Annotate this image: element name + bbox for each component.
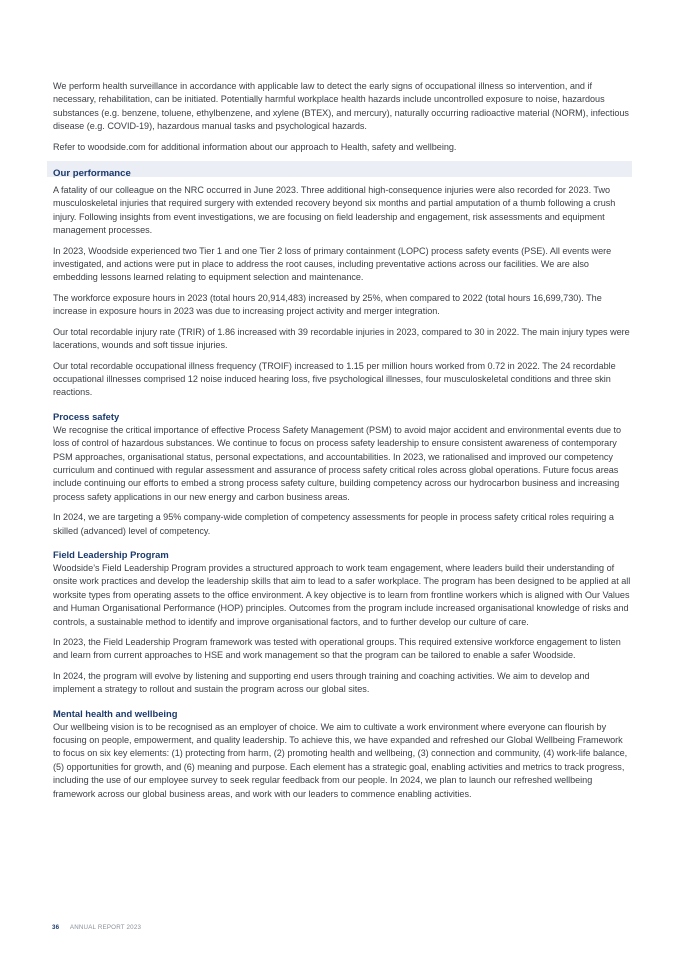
- process-safety-paragraph: We recognise the critical importance of effective Process Safety Management (PSM) to avoid major accident and environmental events due to loss of control of hazardous substances. We continue to focus on process safety leadership to ensure consistent awareness of contemporary PSM approaches, organisational status, personal expectations, and accountabilities. In 2023, we rationalised and improved our competency curriculum and continued with regular assessment and assurance of process safety critical roles across global operations. Future focus areas include continuing our efforts to embed a strong process safety culture, building competency across our hydrocarbon business and increasing process safety applications in our new energy and carbon business areas.: [53, 424, 622, 502]
- intro-refer-paragraph: Refer to woodside.com for additional information about our approach to Health, safety and wellbeing.: [53, 141, 457, 152]
- performance-troif-paragraph: Our total recordable occupational illness frequency (TROIF) increased to 1.15 per million hours worked from 0.72 in 2022. The 24 recordable occupational illnesses comprised 12 noise induced hearing loss, five psychological illnesses, four musculoskeletal conditions and three skin reactions.: [53, 360, 616, 398]
- mental-health-paragraph: Our wellbeing vision is to be recognised as an employer of choice. We aim to cultivate a work environment where everyone can flourish by focusing on people, empowerment, and quality leadership. To achieve this, we have expanded and refreshed our Global Wellbeing Framework to focus on six key elements: (1) protecting from harm, (2) promoting health and wellbeing, (3) connection and community, (4) work-life balance, (5) opportunities for growth, and (6) meaning and purpose. Each element has a strategic goal, enabling activities and metrics to track progress, including the use of our employee survey to seek regular feedback from our people. In 2024, we plan to launch our refreshed wellbeing framework across our global business areas, and work with our leaders to commence enabling activities.: [53, 721, 628, 799]
- mental-health-heading: Mental health and wellbeing: [53, 707, 178, 719]
- field-leadership-heading: Field Leadership Program: [53, 548, 169, 560]
- field-leadership-paragraph: Woodside’s Field Leadership Program provides a structured approach to work team engagement, where leaders build their understanding of onsite work practices and develop the leadership skills that aim to lead to a safer workplace. The program has been designed to be applied at all worksite types from operating assets to the office environment. A key objective is to learn from frontline workers which is aligned with Our Values and Human Organisational Performance (HOP) principles. Outcomes from the program include increased organisational knowledge of risks and controls, a sustainable method to identify and improve organisational factors, and to further develop our culture of care.: [53, 562, 631, 627]
- page-body: [47, 80, 632, 808]
- report-label: ANNUAL REPORT 2023: [69, 924, 142, 931]
- process-safety-target-paragraph: In 2024, we are targeting a 95% company-wide completion of competency assessments for people in process safety critical roles requiring a skilled (advanced) level of competency.: [53, 512, 614, 536]
- performance-exposure-hours-paragraph: The workforce exposure hours in 2023 (total hours 20,914,483) increased by 25%, when compared to 2022 (total hours 16,699,730). The increase in exposure hours in 2023 was due to increasing project activity and merger integration.: [53, 292, 602, 317]
- performance-fatality-paragraph: A fatality of our colleague on the NRC occurred in June 2023. Three additional high-consequence injuries were also recorded for 2023. Two musculoskeletal injuries that required surgery with extended recovery beyond six months and partial amputation of a thumb following a crush injury. Following insights from event investigations, we are focusing on field leadership and engagement, risk assessments and equipment management processes.: [53, 185, 616, 236]
- intro-health-surveillance-paragraph: We perform health surveillance in accordance with applicable law to detect the early signs of occupational illness so intervention, and if necessary, rehabilitation, can be initiated. Potentially harmful workplace health hazards include uncontrolled exposure to noise, hazardous substances (e.g. benzene, toluene, ethylbenzene, and xylene (BTEX), and mercury), naturally occurring radioactive material (NORM), infectious disease (e.g. COVID-19), hazardous manual tasks and psychological hazards.: [53, 81, 629, 132]
- section-header-our-performance: [47, 161, 632, 180]
- performance-lopc-paragraph: In 2023, Woodside experienced two Tier 1 and one Tier 2 loss of primary containment (LOPC) process safety events (PSE). All events were investigated, and actions were put in place to address the root causes, including preventative actions across our facilities. We are also embedding lessons learned relating to equipment selection and maintenance.: [53, 245, 612, 283]
- section-title: Our performance: [53, 168, 131, 180]
- field-leadership-2024-paragraph: In 2024, the program will evolve by listening and supporting end users through training and coaching activities. We aim to develop and implement a strategy to rollout and sustain the program across our global sites.: [53, 670, 590, 695]
- page-number: 36: [52, 924, 60, 931]
- field-leadership-2023-paragraph: In 2023, the Field Leadership Program framework was tested with operational groups. This required extensive workforce engagement to listen and learn from current approaches to HSE and work management so that the program can be tailored to enable a safer Woodside.: [53, 637, 621, 661]
- process-safety-heading: Process safety: [53, 410, 120, 422]
- performance-trir-paragraph: Our total recordable injury rate (TRIR) of 1.86 increased with 39 recordable injuries in 2023, compared to 30 in 2022. The main injury types were lacerations, wounds and soft tissue injuries.: [53, 326, 630, 351]
- page-footer: [52, 924, 141, 931]
